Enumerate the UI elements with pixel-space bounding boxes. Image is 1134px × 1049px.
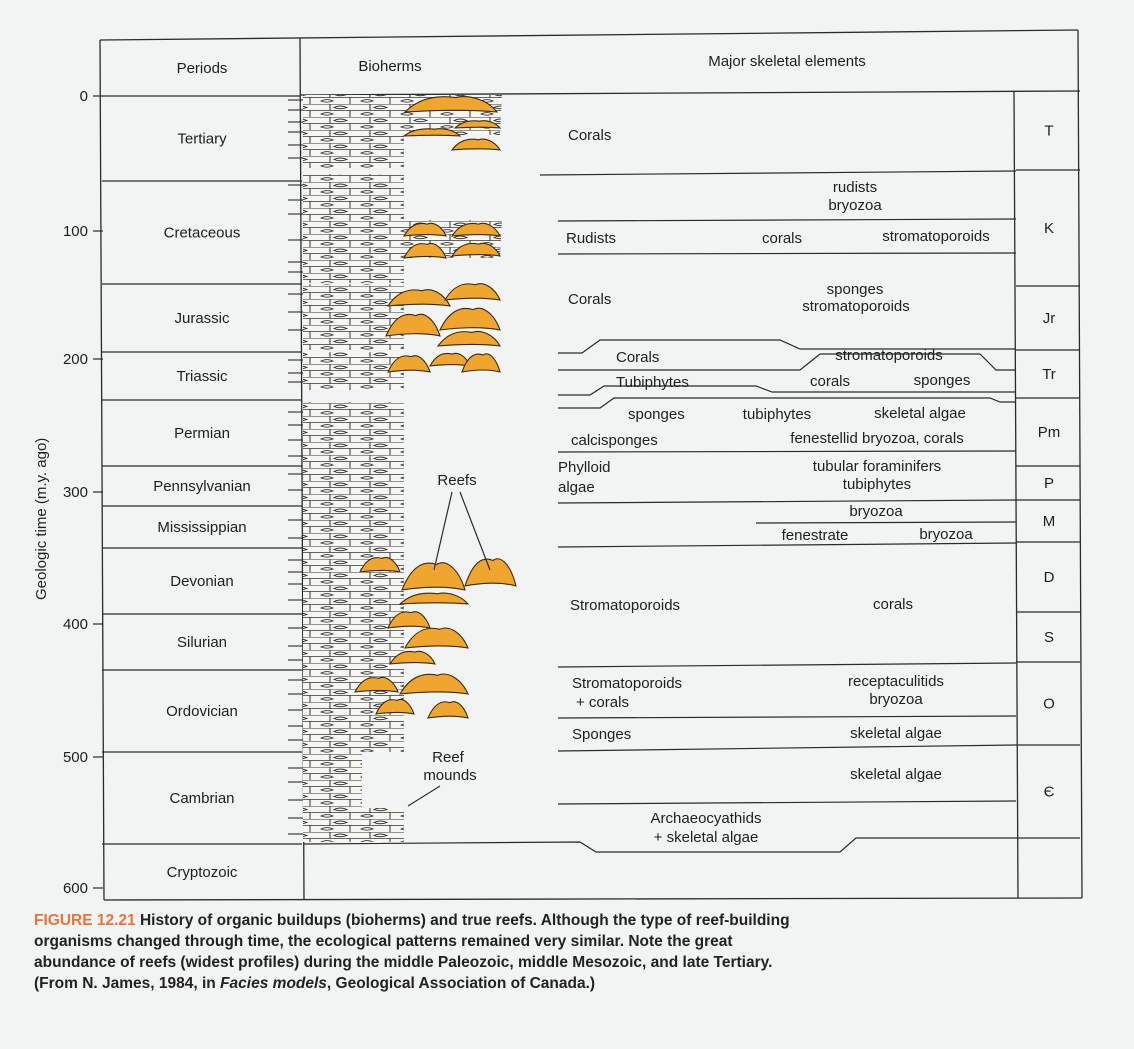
reef-body [452, 139, 500, 150]
element-boundary [558, 219, 1016, 221]
skeletal-element-label: stromatoporoids [835, 347, 943, 364]
skeletal-element-label: sponges [826, 281, 884, 298]
period-name: Ordovician [166, 703, 238, 720]
skeletal-element-label: sponges [913, 372, 971, 389]
axis-ticks [93, 96, 103, 888]
period-abbr: M [1042, 513, 1056, 530]
skeletal-element-label: bryozoa [849, 503, 903, 520]
period-name: Devonian [170, 573, 234, 590]
axis-tick-label: 100 [62, 223, 88, 240]
period-abbr: T [1044, 122, 1054, 140]
skeletal-element-label: sponges [628, 406, 685, 423]
skeletal-element-label: skeletal algae [874, 405, 966, 422]
period-abbr: D [1043, 569, 1055, 586]
period-name: Cryptozoic [166, 864, 238, 881]
header-elements: Major skeletal elements [708, 53, 866, 70]
period-abbr: O [1043, 695, 1055, 713]
period-abbr: S [1043, 629, 1055, 646]
reef-body [400, 593, 468, 604]
period-name: Permian [174, 425, 230, 442]
skeletal-element-label: Stromatoporoids [572, 675, 683, 692]
reef-body [400, 674, 468, 694]
period-abbr: Tr [1042, 366, 1056, 383]
element-boundary [558, 500, 1016, 503]
element-boundaries [304, 171, 1016, 852]
skeletal-element-label: + skeletal algae [653, 829, 759, 846]
skeletal-element-label: skeletal algae [850, 766, 942, 783]
period-name: Cretaceous [163, 224, 241, 242]
axis-tick-label: 500 [62, 749, 88, 766]
skeletal-element-label: fenestrate [781, 527, 849, 544]
reef-body [465, 559, 516, 586]
reef-body [440, 308, 500, 330]
period-abbr: P [1043, 475, 1055, 492]
element-boundary [558, 716, 1016, 718]
element-boundary [558, 801, 1016, 804]
skeletal-element-label: Corals [568, 127, 612, 144]
period-abbr: Pm [1037, 424, 1061, 441]
axis-label: Geologic time (m.y. ago) [33, 437, 50, 600]
skeletal-element-label: Sponges [572, 726, 632, 743]
skeletal-element-label: Rudists [566, 230, 617, 247]
reef-body [428, 702, 468, 718]
skeletal-element-label: receptaculitids [848, 673, 944, 690]
period-name: Jurassic [174, 310, 230, 327]
skeletal-element-label: rudists [832, 179, 878, 196]
element-boundary [756, 522, 1016, 523]
skeletal-element-label: bryozoa [828, 197, 882, 214]
axis-tick-label: 300 [62, 484, 88, 501]
skeletal-element-label: calcisponges [571, 432, 658, 449]
reefs-label: Reefs [437, 472, 477, 489]
period-abbr: Jr [1042, 310, 1056, 327]
skeletal-element-label: Corals [568, 291, 612, 308]
reef-body [438, 332, 500, 346]
period-name: Mississippian [157, 519, 247, 536]
header-bioherms: Bioherms [358, 58, 422, 75]
reef-body [405, 628, 468, 648]
skeletal-element-label: Stromatoporoids [570, 597, 681, 614]
skeletal-element-label: tubiphytes [742, 406, 812, 423]
period-name: Silurian [176, 634, 228, 651]
skeletal-element-label: Phylloid [558, 459, 611, 476]
period-name: Pennsylvanian [153, 478, 251, 495]
element-boundary [558, 663, 1016, 667]
skeletal-element-label: skeletal algae [850, 725, 942, 742]
axis-tick-label: 400 [62, 616, 88, 633]
skeletal-element-label: stromatoporoids [802, 298, 910, 315]
reefs-pointer-left [434, 492, 452, 570]
caption-source-open: (From N. James, 1984, in [34, 975, 216, 992]
skeletal-element-label: algae [558, 479, 595, 496]
skeletal-element-label: corals [809, 373, 851, 390]
abbr-boundaries [1016, 170, 1080, 838]
skeletal-element-label: Archaeocyathids [650, 810, 762, 827]
figure-caption [34, 910, 794, 994]
skeletal-element-label: Corals [616, 349, 660, 366]
element-boundary [558, 451, 1016, 452]
reef-mounds-pointer [408, 786, 440, 806]
header-periods: Periods [176, 60, 228, 77]
period-name: Tertiary [177, 130, 227, 148]
skeletal-element-label: tubiphytes [842, 476, 912, 493]
caption-source-italic: Facies models [220, 975, 327, 992]
skeletal-element-label: + corals [576, 694, 629, 711]
caption-source-close: , Geological Association of Canada.) [326, 975, 596, 992]
period-abbr: K [1043, 220, 1055, 237]
skeletal-element-label: tubular foraminifers [812, 458, 942, 475]
skeletal-element-label: fenestellid bryozoa, corals [790, 430, 964, 447]
reef-mounds-label-1: Reef [432, 749, 464, 766]
element-boundary [558, 253, 1016, 254]
bioherm-limestone-column [288, 90, 520, 850]
skeletal-element-label: corals [872, 596, 914, 613]
period-name: Cambrian [169, 790, 235, 807]
period-abbr: Є [1043, 783, 1055, 801]
skeletal-element-label: corals [761, 230, 803, 247]
element-boundary [540, 171, 1016, 175]
axis-tick-labels [63, 88, 88, 897]
axis-tick-label: 600 [62, 880, 88, 897]
reef-body [445, 284, 500, 300]
limestone-fill [300, 90, 520, 850]
skeletal-element-label: stromatoporoids [882, 228, 990, 245]
skeletal-element-label: bryozoa [919, 526, 973, 543]
period-abbreviations [1038, 123, 1061, 801]
period-boundaries [102, 181, 302, 844]
axis-tick-label: 0 [79, 88, 88, 105]
element-boundary [558, 745, 1016, 751]
skeletal-element-label: bryozoa [869, 691, 923, 708]
reef-body [462, 354, 500, 372]
reef-mounds-label-2: mounds [423, 767, 477, 784]
caption-text: History of organic buildups (bioherms) and true reefs. Although the type of reef-building organisms changed through time, the ecological patterns remained very similar. Note the great abundance of reefs (widest profiles) during the middle Paleozoic, middle Mesozoic, and late Tertiary. [34, 912, 790, 971]
reef-body [430, 353, 470, 366]
reef-body [402, 563, 465, 590]
period-name: Triassic [176, 368, 228, 385]
skeletal-element-label: Tubiphytes [616, 374, 689, 391]
caption-label: FIGURE 12.21 [34, 912, 136, 929]
reefs-pointer-right [460, 492, 490, 570]
axis-tick-label: 200 [62, 351, 88, 368]
skeletal-element-labels [558, 127, 990, 846]
